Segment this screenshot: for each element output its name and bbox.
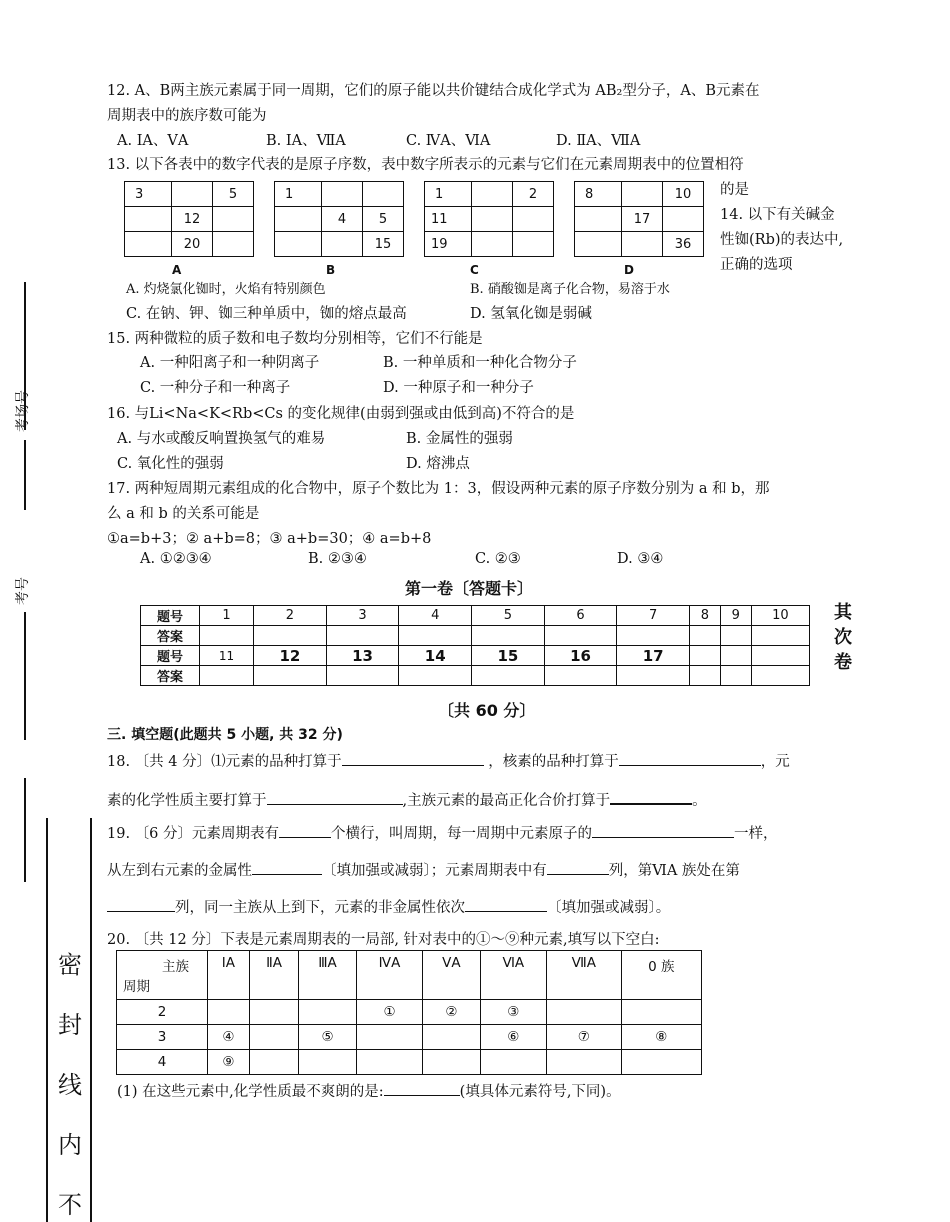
element-cell: ⑨ (208, 1050, 250, 1075)
q19-text-2: 个横行，叫周期，每一周期中元素原子的 (331, 826, 593, 842)
seal-char-5: 不 (58, 1191, 82, 1219)
element-cell (208, 1000, 250, 1025)
cell (363, 182, 404, 207)
element-cell (423, 1025, 480, 1050)
q-num: 16 (544, 646, 617, 666)
answer-cell[interactable] (751, 626, 809, 646)
corner-group-label: 主族 (162, 959, 189, 975)
seal-char-2: 封 (58, 1011, 82, 1039)
cell: 1 (425, 182, 472, 207)
cell (575, 232, 622, 257)
answer-cell[interactable] (720, 666, 751, 686)
q19-text-7: 列，同一主族从上到下，元素的非金属性依次 (175, 900, 465, 916)
answer-cell[interactable] (472, 626, 545, 646)
q19-text-5: 〔填加强或减弱〕；元素周期表中有 (322, 863, 547, 879)
q12-option-c: C. ⅣA、ⅥA (406, 133, 491, 149)
row-label: 答案 (141, 626, 200, 646)
cell (213, 232, 254, 257)
table-corner (117, 951, 208, 1000)
element-cell: ⑧ (621, 1025, 701, 1050)
q20-stem: 20. 〔共 12 分〕下表是元素周期表的一局部, 针对表中的①～⑨种元素,填写以下空白: (107, 932, 660, 948)
q19-text-8: 〔填加强或减弱〕。 (547, 900, 671, 916)
q19-blank-1[interactable] (279, 823, 331, 838)
margin-line-mid (24, 440, 26, 510)
q-num: 4 (399, 606, 472, 626)
cell: 4 (322, 207, 363, 232)
cell (513, 232, 554, 257)
q19-blank-2[interactable] (592, 823, 734, 838)
element-cell (621, 1050, 701, 1075)
cell: 3 (125, 182, 172, 207)
q15-option-a: A. 一种阳离子和一种阴离子 (140, 355, 320, 371)
q13-label-d: D (624, 263, 634, 277)
q13-table-d (574, 181, 704, 257)
q12-stem-line2: 周期表中的族序数可能为 (107, 108, 267, 124)
q16-stem: 16. 与Li<Na<K<Rb<Cs 的变化规律(由弱到强或由低到高)不符合的是 (107, 406, 575, 422)
answer-cell[interactable] (399, 626, 472, 646)
element-cell (621, 1000, 701, 1025)
answer-cell[interactable] (326, 626, 399, 646)
q12-option-a: A. ⅠA、ⅤA (117, 133, 189, 149)
q-num: 1 (200, 606, 254, 626)
seal-char-3: 线 (58, 1071, 82, 1099)
q12-option-b: B. ⅠA、ⅦA (266, 133, 346, 149)
q13-stem-cont: 的是 (720, 182, 749, 198)
q17-stem-line1: 17. 两种短周期元素组成的化合物中，原子个数比为 1：3，假设两种元素的原子序数分别为 a 和 b，那 (107, 481, 770, 497)
q18-text-2: ，核素的品种打算于 (488, 754, 619, 770)
q-num: 13 (326, 646, 399, 666)
cell (472, 182, 513, 207)
answer-cell[interactable] (399, 666, 472, 686)
element-cell: ⑦ (547, 1025, 621, 1050)
element-cell (299, 1000, 356, 1025)
q14-option-d: D. 氢氧化铷是弱碱 (470, 306, 592, 322)
group-header: ⅥA (480, 951, 547, 1000)
q19-line1 (107, 822, 778, 843)
element-cell (356, 1050, 423, 1075)
cell: 5 (363, 207, 404, 232)
part2-char-1: 其 (834, 602, 852, 623)
element-cell: ② (423, 1000, 480, 1025)
cell: 36 (663, 232, 704, 257)
answer-cell[interactable] (544, 626, 617, 646)
cell (472, 232, 513, 257)
cell (322, 232, 363, 257)
q19-blank-4[interactable] (547, 860, 609, 875)
q18-blank-2[interactable] (619, 751, 761, 766)
q19-line3 (107, 896, 670, 917)
q16-option-d: D. 熔沸点 (406, 456, 470, 472)
answer-cell[interactable] (720, 626, 751, 646)
q15-stem: 15. 两种微粒的质子数和电子数均分别相等，它们不行能是 (107, 331, 483, 347)
answer-cell[interactable] (544, 666, 617, 686)
q-num: 12 (254, 646, 327, 666)
answer-card-title: 第一卷〔答题卡〕 (405, 579, 534, 598)
q19-text-6: 列，第ⅥA 族处在第 (608, 863, 740, 879)
period-label: 4 (117, 1050, 208, 1075)
cell (622, 232, 663, 257)
q16-option-c: C. 氧化性的强弱 (117, 456, 224, 472)
element-cell: ① (356, 1000, 423, 1025)
q-num: 7 (617, 606, 690, 626)
q19-text-3: 一样， (734, 826, 778, 842)
q18-text-3: ，元 (760, 754, 790, 770)
cell: 5 (213, 182, 254, 207)
cell: 20 (172, 232, 213, 257)
cell: 10 (663, 182, 704, 207)
q18-blank-1[interactable] (342, 751, 484, 766)
cell: 17 (622, 207, 663, 232)
element-cell (547, 1000, 621, 1025)
q17-option-b: B. ②③④ (308, 551, 367, 567)
q13-table-b (274, 181, 404, 257)
q18-text-1: 18. 〔共 4 分〕⑴元素的品种打算于 (107, 754, 342, 770)
period-label: 2 (117, 1000, 208, 1025)
q17-stem-line2: 么 a 和 b 的关系可能是 (107, 506, 260, 522)
cell: 1 (275, 182, 322, 207)
element-cell: ⑤ (299, 1025, 356, 1050)
cell (472, 207, 513, 232)
element-cell: ⑥ (480, 1025, 547, 1050)
cell: 2 (513, 182, 554, 207)
q18-text-6: 。 (692, 793, 707, 809)
group-header: ⅦA (547, 951, 621, 1000)
periodic-table-excerpt (116, 950, 702, 1075)
q-num: 14 (399, 646, 472, 666)
q12-option-d: D. ⅡA、ⅦA (556, 133, 641, 149)
cell: 19 (425, 232, 472, 257)
margin-line-mid2 (24, 612, 26, 740)
q-num: 2 (254, 606, 327, 626)
element-cell (249, 1000, 299, 1025)
answer-cell[interactable] (326, 666, 399, 686)
answer-cell[interactable] (200, 666, 254, 686)
q-num: 10 (751, 606, 809, 626)
q18-line2 (107, 789, 707, 810)
q18-text-4: 素的化学性质主要打算于 (107, 793, 267, 809)
answer-cell[interactable] (617, 626, 690, 646)
q16-option-b: B. 金属性的强弱 (406, 431, 513, 447)
q15-option-d: D. 一种原子和一种分子 (383, 380, 534, 396)
seal-line-left (46, 818, 48, 1222)
answer-card-table (140, 605, 810, 686)
q15-option-c: C. 一种分子和一种离子 (140, 380, 291, 396)
row-label: 题号 (141, 646, 200, 666)
q-num (720, 646, 751, 666)
element-cell (480, 1050, 547, 1075)
group-header: 0 族 (621, 951, 701, 1000)
cell (622, 182, 663, 207)
cell (275, 207, 322, 232)
q14-option-c: C. 在钠、钾、铷三种单质中，铷的熔点最高 (126, 306, 407, 322)
q13-label-c: C (470, 263, 479, 277)
q13-table-c (424, 181, 554, 257)
q-num (690, 646, 721, 666)
part2-char-3: 卷 (834, 652, 852, 673)
margin-line-low (24, 778, 26, 882)
q-num: 17 (617, 646, 690, 666)
q19-blank-3[interactable] (252, 860, 322, 875)
q-num: 9 (720, 606, 751, 626)
element-cell (299, 1050, 356, 1075)
q17-relations: ①a=b+3；② a+b=8；③ a+b=30；④ a=b+8 (107, 531, 432, 547)
seal-char-4: 内 (58, 1131, 82, 1159)
part2-score: 〔共 60 分〕 (438, 701, 536, 720)
element-cell (356, 1025, 423, 1050)
cell: 15 (363, 232, 404, 257)
q19-text-1: 19. 〔6 分〕元素周期表有 (107, 826, 280, 842)
q20-sub1-text-2: (填具体元素符号,下同)。 (459, 1084, 621, 1100)
q19-line2 (107, 859, 740, 880)
cell (322, 182, 363, 207)
answer-cell[interactable] (690, 626, 721, 646)
q17-option-d: D. ③④ (617, 551, 664, 567)
q18-text-5: ,主族元素的最高正化合价打算于 (402, 793, 611, 809)
element-cell (249, 1050, 299, 1075)
q19-blank-6[interactable] (465, 897, 547, 912)
q13-label-b: B (326, 263, 336, 277)
group-header: ⅢA (299, 951, 356, 1000)
cell (213, 207, 254, 232)
group-header: ⅣA (356, 951, 423, 1000)
q13-stem: 13. 以下各表中的数字代表的是原子序数，表中数字所表示的元素与它们在元素周期表中的位置相符 (107, 157, 744, 173)
q14-option-a: A. 灼烧氯化铷时，火焰有特别颜色 (126, 282, 326, 297)
q-num: 15 (472, 646, 545, 666)
q18-line1 (107, 750, 790, 771)
group-header: ⅤA (423, 951, 480, 1000)
q17-option-c: C. ②③ (475, 551, 521, 567)
element-cell: ③ (480, 1000, 547, 1025)
q15-option-b: B. 一种单质和一种化合物分子 (383, 355, 577, 371)
cell: 8 (575, 182, 622, 207)
answer-cell[interactable] (617, 666, 690, 686)
seal-char-1: 密 (58, 951, 82, 979)
q17-option-a: A. ①②③④ (140, 551, 212, 567)
q20-sub1-text-1: (1) 在这些元素中,化学性质最不爽朗的是: (117, 1084, 384, 1100)
q14-stem-2: 性铷(Rb)的表达中, (720, 232, 844, 248)
q18-blank-4[interactable] (610, 789, 692, 805)
cell: 12 (172, 207, 213, 232)
cell: 11 (425, 207, 472, 232)
answer-cell[interactable] (751, 666, 809, 686)
q-num: 11 (200, 646, 254, 666)
group-header: ⅡA (249, 951, 299, 1000)
element-cell (547, 1050, 621, 1075)
cell (575, 207, 622, 232)
cell (663, 207, 704, 232)
answer-cell[interactable] (200, 626, 254, 646)
period-label: 3 (117, 1025, 208, 1050)
cell (513, 207, 554, 232)
exam-room-label: 考场号 (15, 390, 31, 432)
q19-text-4: 从左到右元素的金属性 (107, 863, 252, 879)
q14-option-b: B. 硝酸铷是离子化合物，易溶于水 (470, 282, 670, 297)
exam-number-label: 考号 (15, 577, 31, 605)
q12-stem-line1: 12. A、B两主族元素属于同一周期，它们的原子能以共价键结合成化学式为 AB₂型分子，A、B元素在 (107, 83, 760, 99)
q13-table-a (124, 181, 254, 257)
q14-stem-1: 14. 以下有关碱金 (720, 207, 835, 223)
q-num: 5 (472, 606, 545, 626)
answer-cell[interactable] (690, 666, 721, 686)
q20-sub1-blank[interactable] (384, 1081, 460, 1096)
answer-cell[interactable] (472, 666, 545, 686)
row-label: 答案 (141, 666, 200, 686)
q13-label-a: A (172, 263, 182, 277)
answer-cell[interactable] (254, 666, 327, 686)
q-num (751, 646, 809, 666)
cell (125, 232, 172, 257)
section3-title: 三. 填空题(此题共 5 小题, 共 32 分) (107, 727, 343, 743)
q19-blank-5[interactable] (107, 897, 175, 912)
cell (172, 182, 213, 207)
element-cell: ④ (208, 1025, 250, 1050)
q18-blank-3[interactable] (267, 790, 403, 805)
cell (125, 207, 172, 232)
q20-sub1 (117, 1080, 621, 1101)
cell (275, 232, 322, 257)
q-num: 6 (544, 606, 617, 626)
answer-cell[interactable] (254, 626, 327, 646)
corner-period-label: 周期 (123, 979, 150, 995)
part2-char-2: 次 (834, 627, 852, 648)
group-header: ⅠA (208, 951, 250, 1000)
row-label: 题号 (141, 606, 200, 626)
element-cell (423, 1050, 480, 1075)
q14-stem-3: 正确的选项 (720, 257, 793, 273)
element-cell (249, 1025, 299, 1050)
seal-line-right (90, 818, 92, 1222)
q-num: 8 (690, 606, 721, 626)
q-num: 3 (326, 606, 399, 626)
q16-option-a: A. 与水或酸反响置换氢气的难易 (117, 431, 326, 447)
